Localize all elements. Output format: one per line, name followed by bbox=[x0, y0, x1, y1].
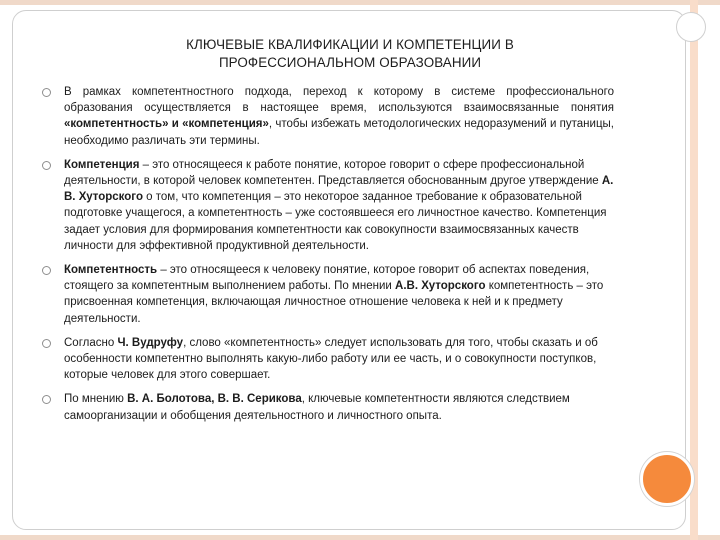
circle-bullet-icon bbox=[42, 161, 51, 170]
bullet-item-woodruff bbox=[42, 335, 614, 384]
bullet-text: – это относящееся к человеку понятие, которое говорит об аспектах поведения, стоящего за компетентным выполнением работы. По мнении bbox=[64, 264, 590, 293]
bullet-list bbox=[42, 84, 614, 432]
circle-bullet-icon bbox=[42, 395, 51, 404]
bullet-item-bolotov bbox=[42, 391, 614, 423]
bullet-emphasis: «компетентность» и «компетенция» bbox=[64, 118, 269, 131]
bullet-text: о том, что компетенция – это некоторое заданное требование к образовательной подготовке учащегося, а компетентность – уже состоявшееся его личностное качество. Компетенция задает условия для формирования компетентности как совокупности взаимосвязанных качеств личности для эффективной продуктивной деятельности. bbox=[64, 191, 607, 252]
circle-bullet-icon bbox=[42, 266, 51, 275]
slide-title bbox=[90, 36, 610, 72]
bullet-text: , слово «компетентность» следует использовать для того, чтобы сказать и об особенности компетентно выполнять какую-либо работу или ее часть, и о совокупности поступков, которые человек для этого совершает. bbox=[64, 336, 598, 382]
bullet-item-competency bbox=[42, 262, 614, 327]
bullet-text: , чтобы избежать методологических недоразумений и путаницы, необходимо различать эти термины. bbox=[64, 118, 614, 147]
decor-circle-top bbox=[676, 12, 706, 42]
bullet-term: Компетентность bbox=[64, 264, 158, 277]
title-line-2: ПРОФЕССИОНАЛЬНОМ ОБРАЗОВАНИИ bbox=[218, 55, 482, 70]
circle-bullet-icon bbox=[42, 339, 51, 348]
bullet-author: В. А. Болотова, В. В. Серикова bbox=[127, 393, 302, 406]
circle-bullet-icon bbox=[42, 88, 51, 97]
bottom-decor-line bbox=[0, 535, 720, 540]
bullet-text: Согласно bbox=[64, 336, 118, 349]
bullet-item-competence bbox=[42, 157, 614, 254]
top-decor-line bbox=[0, 0, 720, 5]
bullet-term: Компетенция bbox=[64, 158, 140, 171]
bullet-author: А.В. Хуторского bbox=[395, 280, 486, 293]
bullet-text: , ключевые компетентности являются следствием самоорганизации и обобщения деятельностного и личностного опыта. bbox=[64, 393, 570, 422]
bullet-text: – это относящееся к работе понятие, которое говорит о сфере профессиональной деятельности, в которой человек компетентен. Представляется обоснованным другое утверждение bbox=[64, 158, 602, 188]
bullet-author: Ч. Вудруфу bbox=[117, 336, 184, 349]
bullet-item-approach bbox=[42, 84, 614, 149]
bullet-text: По мнению bbox=[64, 393, 128, 406]
decor-circle-accent bbox=[640, 452, 694, 506]
bullet-author: А. В. Хуторского bbox=[64, 175, 614, 204]
title-line-1: КЛЮЧЕВЫЕ КВАЛИФИКАЦИИ И КОМПЕТЕНЦИИ В bbox=[186, 37, 514, 52]
bullet-text: компетентность – это присвоенная компетенция, включающая личностное отношение человека к ней и к предмету деятельности. bbox=[64, 280, 604, 325]
right-decor-strip bbox=[690, 0, 698, 540]
bullet-text: В рамках компетентностного подхода, переход к которому в системе профессионального образования осуществляется в настоящее время, используются взаимосвязанные понятия bbox=[64, 86, 614, 115]
